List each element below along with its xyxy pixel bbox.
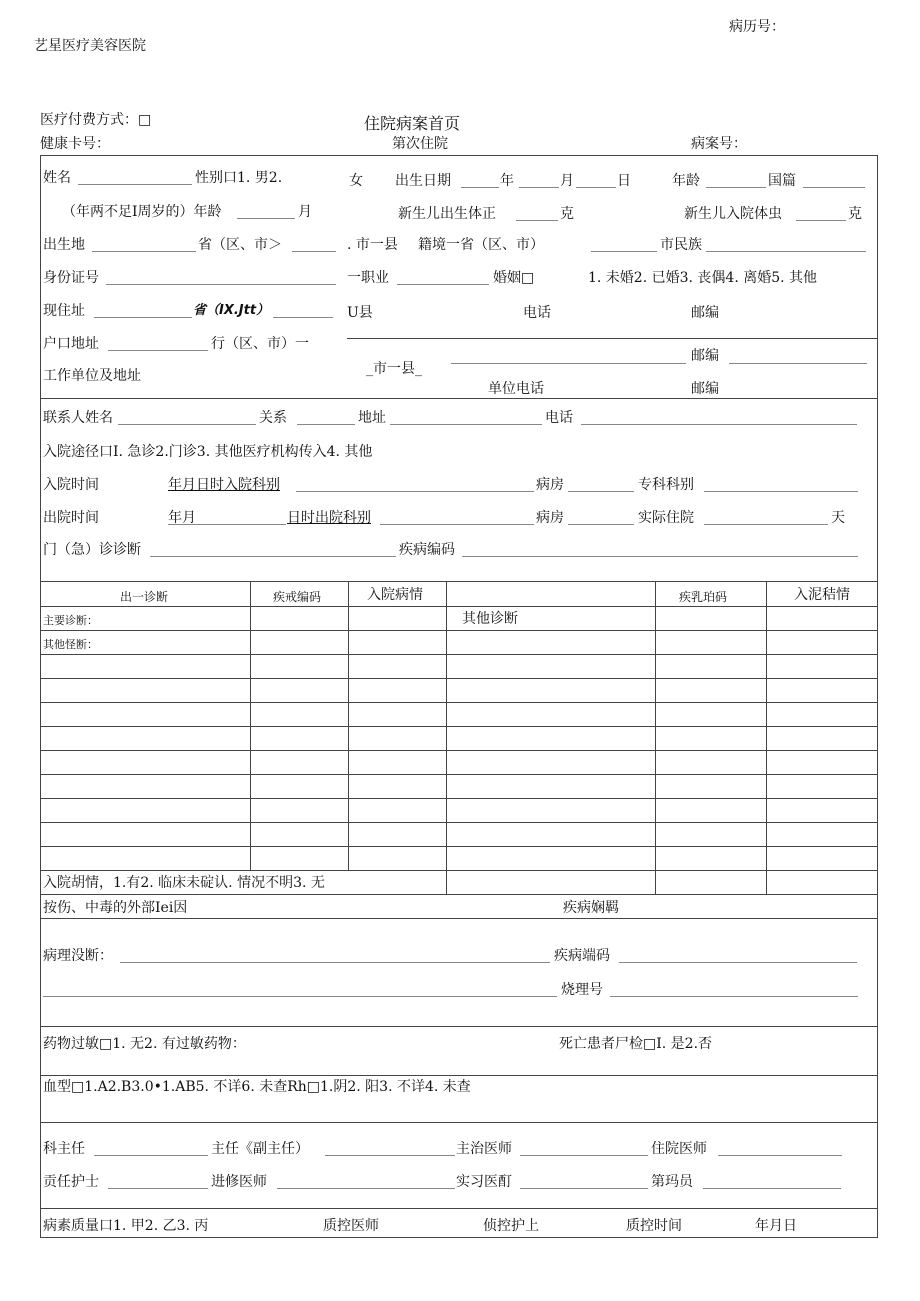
admission-count-label: 第次住院 bbox=[392, 136, 448, 152]
native-city-field[interactable] bbox=[591, 251, 657, 252]
page-title: 住院病案首页 bbox=[364, 114, 461, 133]
pathology-no-field[interactable] bbox=[610, 996, 858, 997]
marriage-options: 1. 未婚2. 已婚3. 丧偶4. 离婚5. 其他 bbox=[588, 270, 818, 286]
dx-row-line bbox=[40, 678, 878, 679]
gender-female: 女 bbox=[349, 173, 363, 189]
birth-month-field[interactable] bbox=[519, 187, 559, 188]
gram-label-2: 克 bbox=[848, 206, 862, 222]
section-divider-4 bbox=[40, 1122, 878, 1123]
department-director-label: 科主任 bbox=[43, 1141, 85, 1157]
pathology-no-label: 烧理号 bbox=[561, 982, 603, 998]
gram-label-1: 克 bbox=[560, 206, 574, 222]
dx-col-line bbox=[348, 581, 349, 870]
dx-col-line bbox=[446, 581, 447, 894]
workplace-city-county-label: _市一县_ bbox=[366, 361, 422, 377]
workplace-label: 工作单位及地址 bbox=[43, 368, 141, 384]
gender-label: 性别口1. 男2. bbox=[195, 170, 283, 186]
intern-physician-label: 实习医酊 bbox=[456, 1174, 512, 1190]
relation-field[interactable] bbox=[297, 424, 355, 425]
contact-phone-label: 电话 bbox=[545, 410, 573, 426]
contact-address-field[interactable] bbox=[390, 424, 542, 425]
hospital-name: 艺星医疗美容医院 bbox=[34, 38, 146, 54]
payment-method-label: 医疗付费方式：□ bbox=[40, 112, 152, 128]
actual-stay-label: 实际住院 bbox=[638, 510, 694, 526]
birth-year-field[interactable] bbox=[461, 187, 499, 188]
work-phone-label: 单位电话 bbox=[488, 381, 544, 397]
age-label: 年龄 bbox=[672, 173, 700, 189]
current-address-field[interactable] bbox=[94, 317, 192, 318]
occupation-field[interactable] bbox=[397, 284, 489, 285]
dx-row-line bbox=[40, 822, 878, 823]
infant-month-label: 月 bbox=[298, 204, 312, 220]
resident-physician-field[interactable] bbox=[718, 1155, 842, 1156]
contact-name-label: 联系人姓名 bbox=[43, 410, 113, 426]
case-number-label: 病案号： bbox=[691, 136, 747, 152]
birth-date-label: 出生日期 bbox=[395, 173, 451, 189]
birth-year-label: 年 bbox=[500, 173, 514, 189]
household-address-detail-field[interactable] bbox=[451, 363, 686, 364]
id-number-field[interactable] bbox=[106, 284, 336, 285]
dx-header-admit-condition: 入院病情 bbox=[367, 587, 423, 603]
postcode-label-3: 邮编 bbox=[691, 381, 719, 397]
name-label: 姓名 bbox=[43, 170, 71, 186]
dx-row-line bbox=[40, 750, 878, 751]
age-field[interactable] bbox=[706, 187, 766, 188]
discharge-day-dept: 日时出院科别 bbox=[287, 510, 371, 526]
external-cause-label: 按伤、中毒的外部Iei因 bbox=[43, 900, 188, 916]
contact-phone-field[interactable] bbox=[581, 424, 857, 425]
postcode-label-1: 邮编 bbox=[691, 305, 719, 321]
attending-physician-field[interactable] bbox=[520, 1155, 648, 1156]
blood-type-label: 血型□1.A2.B3.0•1.AB5. 不详6. 未查Rh□1.阴2. 阳3. 不详4. 未查 bbox=[43, 1079, 471, 1095]
trainee-physician-field[interactable] bbox=[277, 1188, 455, 1189]
responsible-nurse-label: 贡任护士 bbox=[43, 1174, 99, 1190]
dx-row-line bbox=[40, 846, 878, 847]
qc-time-label: 质控时间 bbox=[626, 1218, 682, 1234]
discharge-year-month: 年月 bbox=[168, 510, 196, 526]
birth-day-field[interactable] bbox=[576, 187, 616, 188]
relation-label: 关系 bbox=[259, 410, 287, 426]
household-address-label: 户口地址 bbox=[43, 336, 99, 352]
native-place-label: 籍境一省（区、市） bbox=[418, 237, 544, 253]
responsible-nurse-field[interactable] bbox=[108, 1188, 208, 1189]
birthplace-field[interactable] bbox=[92, 251, 196, 252]
admission-time-fill: 年月日时入院科别 bbox=[168, 477, 280, 493]
discharge-date-field[interactable] bbox=[168, 524, 286, 525]
current-address-label: 现住址 bbox=[43, 303, 85, 319]
phone-label-1: 电话 bbox=[523, 305, 551, 321]
dx-row-line bbox=[40, 630, 878, 631]
frame-top bbox=[40, 155, 878, 156]
dx-header-code: 疾戒编码 bbox=[273, 590, 322, 604]
disease-code-label: 疾病编码 bbox=[399, 542, 455, 558]
dx-row-line bbox=[40, 606, 878, 607]
dx-col-line bbox=[655, 581, 656, 894]
other-dx-header: 其他诊断 bbox=[462, 611, 518, 627]
qc-date-label: 年月日 bbox=[755, 1218, 797, 1234]
dx-row-line bbox=[40, 870, 878, 871]
resident-physician-label: 住院医师 bbox=[651, 1141, 707, 1157]
household-province-label: 行（区、市）一 bbox=[211, 336, 309, 352]
id-number-label: 身份证号 bbox=[43, 270, 99, 286]
discharge-time-label: 出院时间 bbox=[43, 510, 99, 526]
days-label: 天 bbox=[831, 510, 845, 526]
newborn-birth-weight-field[interactable] bbox=[516, 220, 558, 221]
birthplace-province-label: 省（区、市＞ bbox=[198, 237, 282, 253]
infant-age-label: （年两不足I周岁的）年龄 bbox=[62, 204, 222, 220]
postcode-label-2: 邮编 bbox=[691, 348, 719, 364]
dx-row-line bbox=[40, 774, 878, 775]
admission-route: 入院途径口I. 急诊2.门诊3. 其他医疗机构传入4. 其他 bbox=[43, 444, 373, 460]
pathology-dx-field[interactable] bbox=[120, 962, 550, 963]
coder-label: 第玛员 bbox=[651, 1174, 693, 1190]
attending-physician-label: 主治医师 bbox=[456, 1141, 512, 1157]
household-address-field[interactable] bbox=[108, 350, 208, 351]
ethnicity-label: 市民族 bbox=[660, 237, 702, 253]
pathology-dx-field-2[interactable] bbox=[43, 996, 557, 997]
nationality-field[interactable] bbox=[803, 187, 865, 188]
disease-code-field[interactable] bbox=[462, 556, 858, 557]
dx-row-line bbox=[40, 894, 878, 895]
birth-month-label: 月 bbox=[560, 173, 574, 189]
dx-row-line bbox=[40, 798, 878, 799]
dx-row-line bbox=[40, 702, 878, 703]
dx-header-code-2: 疾乳珀码 bbox=[679, 590, 728, 604]
contact-address-label: 地址 bbox=[358, 410, 386, 426]
record-quality-label: 病素质量口1. 甲2. 乙3. 丙 bbox=[43, 1218, 209, 1234]
ward-field-1[interactable] bbox=[568, 491, 634, 492]
contact-name-field[interactable] bbox=[118, 424, 256, 425]
current-address-county-label: U县 bbox=[347, 305, 373, 321]
record-number-label: 病历号： bbox=[729, 19, 785, 35]
dx-header-admit-condition-2: 入泥秸情 bbox=[794, 587, 850, 603]
drug-allergy-label: 药物过敏□1. 无2. 有过敏药物： bbox=[43, 1036, 246, 1052]
pathology-code-label: 疾病端码 bbox=[554, 948, 610, 964]
name-field[interactable] bbox=[78, 184, 192, 185]
ward-label-1: 病房 bbox=[536, 477, 564, 493]
dx-row-line bbox=[40, 654, 878, 655]
dx-header-diagnosis: 出一诊断 bbox=[120, 590, 169, 604]
main-dx-label: 主要诊断： bbox=[43, 614, 98, 627]
autopsy-label: 死亡患者尸检□I. 是2.否 bbox=[559, 1036, 713, 1052]
trainee-physician-label: 进修医师 bbox=[211, 1174, 267, 1190]
transfer-dept-label: 专科科别 bbox=[638, 477, 694, 493]
chief-physician-field[interactable] bbox=[325, 1155, 455, 1156]
ward-label-2: 病房 bbox=[536, 510, 564, 526]
newborn-birth-weight-label: 新生儿出生体正 bbox=[398, 206, 496, 222]
birth-day-label: 日 bbox=[617, 173, 631, 189]
section-divider-1 bbox=[40, 398, 878, 399]
pathology-code-field[interactable] bbox=[619, 962, 857, 963]
actual-stay-field[interactable] bbox=[704, 524, 828, 525]
intern-physician-field[interactable] bbox=[520, 1188, 648, 1189]
other-dx-label: 其他怪断： bbox=[43, 638, 98, 651]
section-divider-3 bbox=[40, 1075, 878, 1076]
newborn-admit-weight-field[interactable] bbox=[796, 220, 846, 221]
outpatient-dx-field[interactable] bbox=[150, 556, 396, 557]
outpatient-dx-label: 门（急）诊诊断 bbox=[43, 542, 141, 558]
admission-condition-options: 入院胡情，1.有2. 临床未碇认. 情况不明3. 无 bbox=[43, 875, 325, 891]
dx-row-line bbox=[40, 726, 878, 727]
dx-col-line bbox=[250, 581, 251, 870]
qc-nurse-label: 侦控护上 bbox=[483, 1218, 539, 1234]
ward-field-2[interactable] bbox=[568, 524, 634, 525]
birthplace-city-field[interactable] bbox=[292, 251, 336, 252]
coder-field[interactable] bbox=[703, 1188, 841, 1189]
transfer-dept-field[interactable] bbox=[704, 491, 858, 492]
postcode-field-2[interactable] bbox=[729, 363, 867, 364]
dx-col-line bbox=[766, 581, 767, 894]
marriage-label: 婚姻□ bbox=[493, 270, 535, 286]
section-divider-5 bbox=[40, 1208, 878, 1209]
department-director-field[interactable] bbox=[94, 1155, 208, 1156]
health-card-label: 健康卡号： bbox=[40, 136, 110, 152]
qc-doctor-label: 质控医师 bbox=[323, 1218, 379, 1234]
nationality-label: 国篇 bbox=[768, 173, 796, 189]
ethnicity-field[interactable] bbox=[706, 251, 866, 252]
dx-row-line bbox=[40, 581, 878, 582]
current-address-city-field[interactable] bbox=[273, 317, 333, 318]
pathology-dx-label: 病理没断： bbox=[43, 948, 113, 964]
newborn-admit-weight-label: 新生儿入院体虫 bbox=[684, 206, 782, 222]
occupation-label: 一职业 bbox=[347, 270, 389, 286]
section-divider-2 bbox=[40, 1026, 878, 1027]
discharge-dept-field[interactable] bbox=[380, 524, 534, 525]
current-address-province-label: 省（IX.Jtt） bbox=[193, 303, 270, 318]
chief-physician-label: 主任《副主任） bbox=[211, 1141, 309, 1157]
external-cause-code-label: 疾病娴羁 bbox=[563, 900, 619, 916]
frame-bottom bbox=[40, 1237, 878, 1238]
birthplace-label: 出生地 bbox=[43, 237, 85, 253]
admission-time-label: 入院时间 bbox=[43, 477, 99, 493]
address-separator bbox=[347, 338, 877, 339]
infant-age-field[interactable] bbox=[237, 218, 295, 219]
dx-row-line bbox=[40, 918, 878, 919]
birthplace-city-county-label: . 市一县 bbox=[347, 237, 398, 253]
admission-dept-field[interactable] bbox=[296, 491, 534, 492]
